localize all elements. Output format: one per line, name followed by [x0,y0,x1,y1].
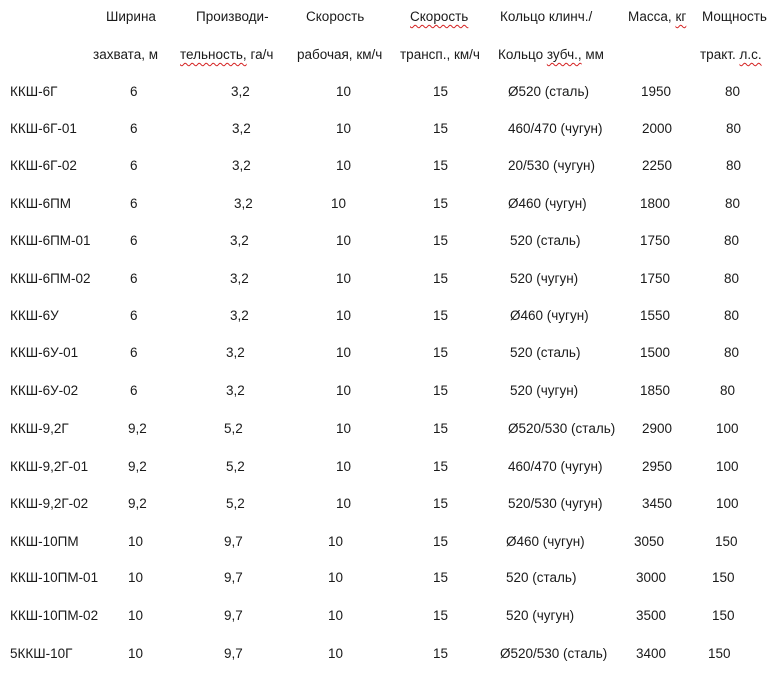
header-productivity-line2: тельность, га/ч [180,47,274,62]
header-width-line2: захвата, м [93,47,159,62]
cell-model: ККШ-6У-02 [10,383,79,398]
cell-work-speed: 10 [336,121,352,136]
header-work-speed-line1: Скорость [306,9,365,24]
cell-work-speed: 10 [328,608,344,623]
cell-width: 6 [130,196,138,211]
cell-mass: 1800 [640,196,671,211]
cell-transport-speed: 15 [433,608,449,623]
cell-power: 80 [725,196,741,211]
cell-productivity: 3,2 [230,271,249,286]
cell-width: 6 [130,345,138,360]
cell-work-speed: 10 [328,570,344,585]
cell-transport-speed: 15 [433,459,449,474]
cell-work-speed: 10 [336,496,352,511]
cell-work-speed: 10 [336,233,352,248]
cell-power: 80 [726,158,742,173]
cell-mass: 3000 [636,570,667,585]
cell-productivity: 9,7 [224,608,243,623]
cell-model: ККШ-6Г-01 [10,121,77,136]
cell-mass: 1500 [640,345,671,360]
cell-ring: 520 (чугун) [506,608,575,623]
cell-work-speed: 10 [331,196,347,211]
header-transport-speed-line2: трансп., км/ч [400,47,480,62]
header-mass-line1: Масса, кг [628,9,687,24]
cell-ring: 520 (сталь) [510,345,581,360]
cell-width: 10 [128,646,144,661]
cell-work-speed: 10 [336,459,352,474]
cell-ring: 520/530 (чугун) [508,496,603,511]
cell-transport-speed: 15 [433,196,449,211]
cell-productivity: 3,2 [232,158,251,173]
cell-transport-speed: 15 [433,383,449,398]
cell-model: ККШ-6Г-02 [10,158,77,173]
cell-transport-speed: 15 [433,308,449,323]
cell-ring: 520 (сталь) [506,570,577,585]
header-power-line2: тракт. л.с. [700,47,762,62]
cell-productivity: 3,2 [230,233,249,248]
cell-work-speed: 10 [336,84,352,99]
cell-transport-speed: 15 [433,345,449,360]
cell-power: 150 [712,570,735,585]
cell-productivity: 3,2 [232,121,251,136]
cell-model: ККШ-9,2Г [10,421,69,436]
cell-ring: Ø460 (чугун) [508,196,587,211]
cell-transport-speed: 15 [433,646,449,661]
cell-transport-speed: 15 [433,271,449,286]
cell-ring: 520 (чугун) [510,271,579,286]
cell-power: 100 [716,421,739,436]
header-transport-speed-line1: Скорость [410,9,469,24]
cell-width: 10 [128,608,144,623]
cell-power: 80 [726,121,742,136]
cell-width: 6 [130,158,138,173]
cell-productivity: 3,2 [234,196,253,211]
cell-productivity: 3,2 [231,84,250,99]
header-power-line1: Мощность [702,9,767,24]
cell-productivity: 3,2 [226,345,245,360]
cell-width: 9,2 [128,421,147,436]
cell-model: ККШ-10ПМ-01 [10,570,99,585]
cell-width: 10 [128,534,144,549]
cell-power: 80 [725,84,741,99]
cell-ring: Ø520/530 (сталь) [508,421,616,436]
cell-mass: 1950 [641,84,672,99]
cell-mass: 1750 [640,233,671,248]
cell-mass: 1850 [640,383,671,398]
cell-power: 80 [724,308,740,323]
cell-width: 6 [130,271,138,286]
cell-work-speed: 10 [328,534,344,549]
cell-ring: 460/470 (чугун) [508,121,603,136]
cell-power: 100 [716,496,739,511]
cell-mass: 2950 [642,459,673,474]
cell-ring: 20/530 (чугун) [508,158,595,173]
cell-model: ККШ-6ПМ [10,196,72,211]
cell-mass: 3500 [636,608,667,623]
cell-power: 80 [724,345,740,360]
cell-width: 6 [130,308,138,323]
cell-power: 80 [720,383,736,398]
cell-ring: Ø460 (чугун) [510,308,589,323]
cell-power: 150 [715,534,738,549]
cell-productivity: 9,7 [224,646,243,661]
cell-transport-speed: 15 [433,421,449,436]
cell-model: ККШ-6ПМ-02 [10,271,91,286]
cell-work-speed: 10 [336,345,352,360]
cell-ring: 520 (чугун) [510,383,579,398]
cell-width: 6 [130,233,138,248]
cell-model: 5ККШ-10Г [10,646,73,661]
header-productivity-line1: Производи- [196,9,269,24]
cell-productivity: 5,2 [226,459,245,474]
cell-power: 150 [708,646,731,661]
cell-productivity: 9,7 [224,534,243,549]
cell-productivity: 3,2 [226,383,245,398]
cell-productivity: 3,2 [230,308,249,323]
cell-width: 6 [130,84,138,99]
cell-mass: 1550 [640,308,671,323]
cell-mass: 3400 [636,646,667,661]
cell-mass: 3050 [634,534,665,549]
cell-ring: 520 (сталь) [510,233,581,248]
cell-model: ККШ-6У [10,308,59,323]
cell-transport-speed: 15 [433,121,449,136]
cell-work-speed: 10 [336,158,352,173]
cell-model: ККШ-6Г [10,84,58,99]
cell-width: 10 [128,570,144,585]
cell-power: 80 [724,271,740,286]
cell-transport-speed: 15 [433,570,449,585]
cell-ring: 460/470 (чугун) [508,459,603,474]
cell-power: 80 [724,233,740,248]
header-work-speed-line2: рабочая, км/ч [297,47,383,62]
cell-model: ККШ-10ПМ-02 [10,608,99,623]
cell-mass: 2900 [642,421,673,436]
cell-work-speed: 10 [336,421,352,436]
cell-power: 100 [716,459,739,474]
header-ring-line1: Кольцо клинч./ [500,9,593,24]
cell-transport-speed: 15 [433,158,449,173]
cell-ring: Ø520/530 (сталь) [500,646,608,661]
cell-transport-speed: 15 [433,496,449,511]
cell-power: 150 [712,608,735,623]
cell-model: ККШ-9,2Г-02 [10,496,89,511]
cell-model: ККШ-10ПМ [10,534,79,549]
cell-ring: Ø520 (сталь) [508,84,589,99]
cell-width: 6 [130,121,138,136]
cell-mass: 3450 [642,496,673,511]
cell-width: 6 [130,383,138,398]
cell-work-speed: 10 [336,308,352,323]
cell-transport-speed: 15 [433,84,449,99]
cell-work-speed: 10 [328,646,344,661]
cell-width: 9,2 [128,459,147,474]
cell-ring: Ø460 (чугун) [506,534,585,549]
cell-transport-speed: 15 [433,233,449,248]
cell-transport-speed: 15 [433,534,449,549]
cell-mass: 1750 [640,271,671,286]
cell-mass: 2250 [642,158,673,173]
cell-model: ККШ-6У-01 [10,345,79,360]
cell-productivity: 9,7 [224,570,243,585]
header-ring-line2: Кольцо зубч., мм [498,47,604,62]
cell-productivity: 5,2 [224,421,243,436]
cell-model: ККШ-9,2Г-01 [10,459,89,474]
cell-productivity: 5,2 [226,496,245,511]
cell-width: 9,2 [128,496,147,511]
header-width-line1: Ширина [106,9,156,24]
cell-model: ККШ-6ПМ-01 [10,233,91,248]
cell-work-speed: 10 [336,271,352,286]
cell-work-speed: 10 [336,383,352,398]
cell-mass: 2000 [642,121,673,136]
